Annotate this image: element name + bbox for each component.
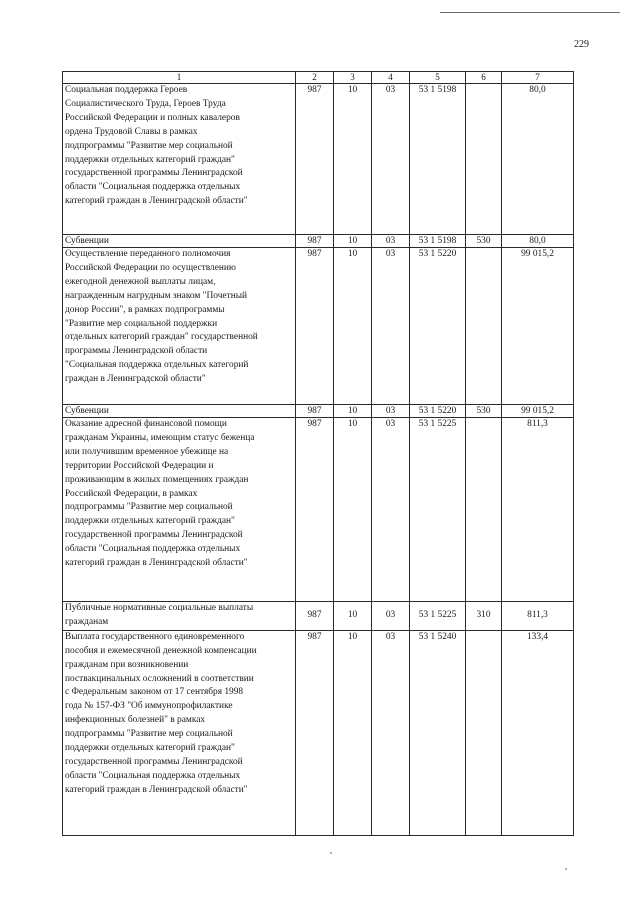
amount: 80,0 xyxy=(502,235,574,248)
column-header: 2 xyxy=(296,72,334,84)
column-header: 5 xyxy=(410,72,466,84)
admin-code: 987 xyxy=(296,405,334,418)
target-code: 53 1 5220 xyxy=(410,405,466,418)
admin-code: 987 xyxy=(296,84,334,235)
scan-speck xyxy=(330,852,332,854)
target-code: 53 1 5198 xyxy=(410,235,466,248)
table-row xyxy=(63,630,574,835)
subsection-code: 03 xyxy=(372,405,410,418)
item-name: Осуществление переданного полномочия Российской Федерации по осуществлению ежегодной денежной выплаты лицам, награжденным нагрудным знаком "Почетный донор России", в рамках подпрограммы "Развитие мер социальной поддержки отдельных категорий граждан" государственной программы Ленинградской области "Социальная поддержка отдельных категорий граждан в Ленинградской области" xyxy=(63,248,296,405)
section-code: 10 xyxy=(334,248,372,405)
section-code: 10 xyxy=(334,418,372,602)
column-header: 6 xyxy=(466,72,502,84)
admin-code: 987 xyxy=(296,630,334,835)
scan-speck xyxy=(565,868,567,870)
expense-type xyxy=(466,84,502,235)
page-number: 229 xyxy=(574,39,589,50)
amount: 80,0 xyxy=(502,84,574,235)
target-code: 53 1 5240 xyxy=(410,630,466,835)
expense-type xyxy=(466,248,502,405)
section-code: 10 xyxy=(334,630,372,835)
item-name: Социальная поддержка Героев Социалистического Труда, Героев Труда Российской Федерации и полных кавалеров ордена Трудовой Славы в рамках подпрограммы "Развитие мер социальной поддержки отдельных категорий граждан" государственной программы Ленинградской области "Социальная поддержка отдельных категорий граждан в Ленинградской области" xyxy=(63,84,296,235)
expense-type xyxy=(466,418,502,602)
expense-type: 530 xyxy=(466,235,502,248)
expense-type: 530 xyxy=(466,405,502,418)
item-name: Выплата государственного единовременного пособия и ежемесячной денежной компенсации гражданам при возникновении поствакцинальных осложнений в соответствии с Федеральным законом от 17 сентября 1998 года № 157-ФЗ "Об иммунопрофилактике инфекционных болезней" в рамках подпрограммы "Развитие мер социальной поддержки отдельных категорий граждан" государственной программы Ленинградской области "Социальная поддержка отдельных категорий граждан в Ленинградской области" xyxy=(63,630,296,835)
column-header: 3 xyxy=(334,72,372,84)
subsection-code: 03 xyxy=(372,235,410,248)
section-code: 10 xyxy=(334,235,372,248)
table-row xyxy=(63,248,574,405)
column-header: 7 xyxy=(502,72,574,84)
item-name: Субвенции xyxy=(63,405,296,418)
column-header: 4 xyxy=(372,72,410,84)
item-name: Оказание адресной финансовой помощи гражданам Украины, имеющим статус беженца или получившим временное убежище на территории Российской Федерации и проживающим в жилых помещениях граждан Российской Федерации, в рамках подпрограммы "Развитие мер социальной поддержки отдельных категорий граждан" государственной программы Ленинградской области "Социальная поддержка отдельных категорий граждан в Ленинградской области" xyxy=(63,418,296,602)
subsection-code: 03 xyxy=(372,248,410,405)
table-row xyxy=(63,405,574,418)
target-code: 53 1 5198 xyxy=(410,84,466,235)
section-code: 10 xyxy=(334,405,372,418)
target-code: 53 1 5225 xyxy=(410,418,466,602)
target-code: 53 1 5220 xyxy=(410,248,466,405)
target-code: 53 1 5225 xyxy=(410,602,466,631)
admin-code: 987 xyxy=(296,418,334,602)
amount: 99 015,2 xyxy=(502,405,574,418)
admin-code: 987 xyxy=(296,235,334,248)
table-row xyxy=(63,418,574,602)
table-row xyxy=(63,235,574,248)
expense-type xyxy=(466,630,502,835)
admin-code: 987 xyxy=(296,248,334,405)
amount: 811,3 xyxy=(502,418,574,602)
expense-type: 310 xyxy=(466,602,502,631)
admin-code: 987 xyxy=(296,602,334,631)
table-row xyxy=(63,84,574,235)
amount: 811,3 xyxy=(502,602,574,631)
column-header: 1 xyxy=(63,72,296,84)
item-name: Публичные нормативные социальные выплаты гражданам xyxy=(63,602,296,631)
header-row xyxy=(63,72,574,84)
amount: 133,4 xyxy=(502,630,574,835)
budget-table xyxy=(62,71,574,836)
subsection-code: 03 xyxy=(372,630,410,835)
section-code: 10 xyxy=(334,602,372,631)
table-row xyxy=(63,602,574,631)
subsection-code: 03 xyxy=(372,418,410,602)
subsection-code: 03 xyxy=(372,84,410,235)
top-border-line xyxy=(440,12,620,13)
section-code: 10 xyxy=(334,84,372,235)
amount: 99 015,2 xyxy=(502,248,574,405)
item-name: Субвенции xyxy=(63,235,296,248)
subsection-code: 03 xyxy=(372,602,410,631)
